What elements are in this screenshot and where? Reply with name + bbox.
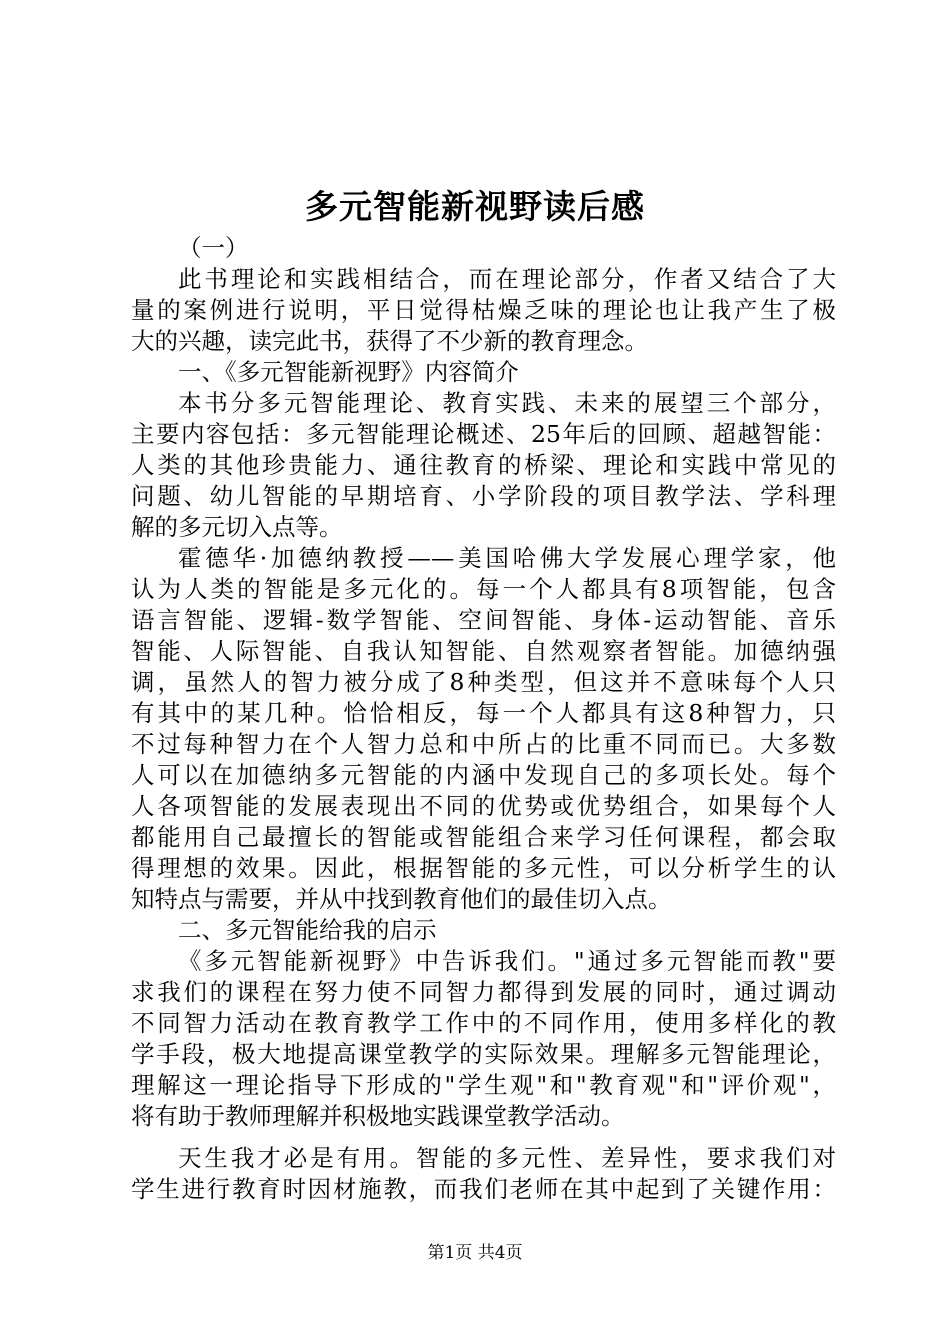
- paragraph-line: 《多元智能新视野》中告诉我们。"通过多元智能而教"要: [178, 947, 836, 975]
- paragraph-line: 都能用自己最擅长的智能或智能组合来学习任何课程，都会取: [131, 823, 836, 851]
- paragraph-line: 此书理论和实践相结合，而在理论部分，作者又结合了大: [178, 265, 836, 293]
- paragraph-line: 理解这一理论指导下形成的"学生观"和"教育观"和"评价观"，: [131, 1071, 836, 1099]
- paragraph-line: 天生我才必是有用。智能的多元性、差异性，要求我们对: [178, 1144, 836, 1172]
- section-heading: 二、多元智能给我的启示: [178, 916, 437, 944]
- paragraph-line: 智能、人际智能、自我认知智能、自然观察者智能。加德纳强: [131, 637, 836, 665]
- paragraph-line: 人各项智能的发展表现出不同的优势或优势组合，如果每个人: [131, 792, 836, 820]
- section-marker: （一）: [178, 234, 249, 262]
- paragraph-gap: [131, 1132, 836, 1143]
- paragraph-line: 求我们的课程在努力使不同智力都得到发展的同时，通过调动: [131, 978, 836, 1006]
- paragraph-line: 霍德华·加德纳教授——美国哈佛大学发展心理学家，他: [178, 544, 836, 572]
- paragraph-line: 问题、幼儿智能的早期培育、小学阶段的项目教学法、学科理: [131, 482, 836, 510]
- document-title: 多元智能新视野读后感: [305, 187, 645, 226]
- paragraph-line: 有其中的某几种。恰恰相反，每一个人都具有这8种智力，只: [131, 699, 836, 727]
- paragraph-line: 量的案例进行说明，平日觉得枯燥乏味的理论也让我产生了极: [131, 296, 836, 324]
- paragraph-line: 本书分多元智能理论、教育实践、未来的展望三个部分，: [178, 389, 836, 417]
- paragraph-line: 人类的其他珍贵能力、通往教育的桥梁、理论和实践中常见的: [131, 451, 836, 479]
- paragraph-line: 学手段，极大地提高课堂教学的实际效果。理解多元智能理论，: [131, 1040, 836, 1068]
- paragraph-line: 解的多元切入点等。: [131, 513, 343, 541]
- paragraph-line: 调，虽然人的智力被分成了8种类型，但这并不意味每个人只: [131, 668, 836, 696]
- paragraph-line: 将有助于教师理解并积极地实践课堂教学活动。: [131, 1102, 625, 1130]
- page-footer: 第1页 共4页: [427, 1243, 523, 1263]
- paragraph-line: 知特点与需要，并从中找到教育他们的最佳切入点。: [131, 885, 672, 913]
- paragraph-line: 主要内容包括：多元智能理论概述、25年后的回顾、超越智能：: [131, 420, 836, 448]
- paragraph-line: 得理想的效果。因此，根据智能的多元性，可以分析学生的认: [131, 854, 836, 882]
- paragraph-line: 不同智力活动在教育教学工作中的不同作用，使用多样化的教: [131, 1009, 836, 1037]
- paragraph-line: 不过每种智力在个人智力总和中所占的比重不同而已。大多数: [131, 730, 836, 758]
- paragraph-line: 大的兴趣，读完此书，获得了不少新的教育理念。: [131, 327, 648, 355]
- paragraph-line: 学生进行教育时因材施教，而我们老师在其中起到了关键作用：: [131, 1175, 836, 1203]
- paragraph-line: 语言智能、逻辑-数学智能、空间智能、身体-运动智能、音乐: [131, 606, 836, 634]
- section-heading: 一、《多元智能新视野》内容简介: [178, 358, 519, 386]
- paragraph-line: 人可以在加德纳多元智能的内涵中发现自己的多项长处。每个: [131, 761, 836, 789]
- paragraph-line: 认为人类的智能是多元化的。每一个人都具有8项智能，包含: [131, 575, 836, 603]
- document-body: [131, 233, 836, 1205]
